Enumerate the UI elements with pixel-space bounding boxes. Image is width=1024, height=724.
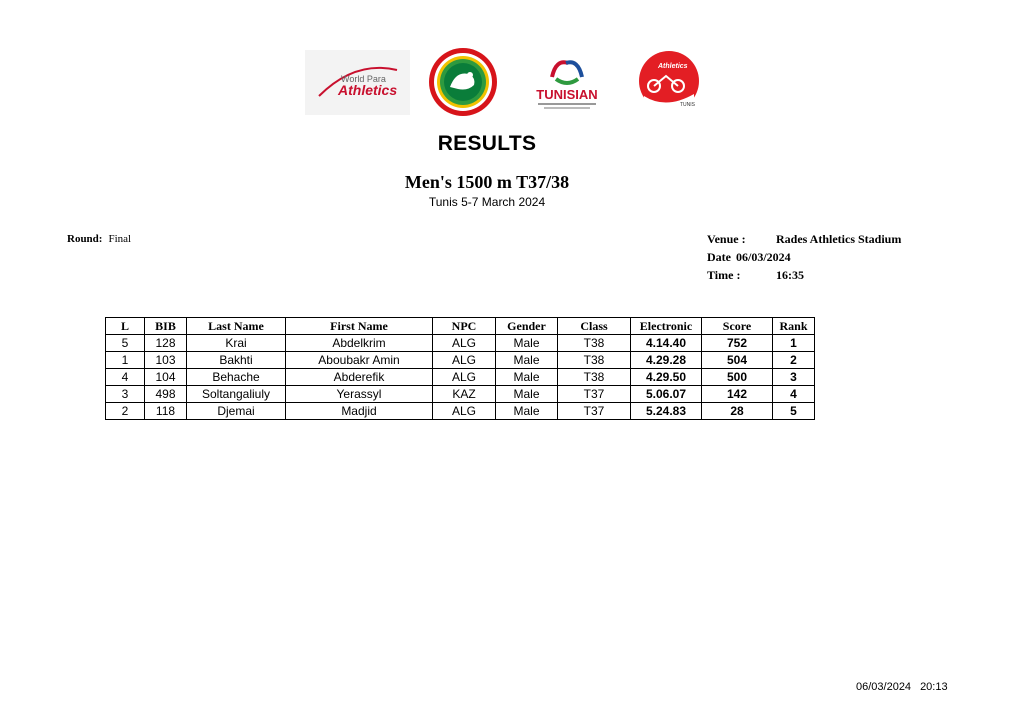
grand-prix-text: Athletics (658, 63, 688, 70)
col-header-score: Score (702, 318, 773, 335)
table-row (106, 386, 815, 403)
cell-rank: 3 (773, 369, 815, 386)
venue-label: Venue : (707, 232, 746, 246)
cell-class: T37 (558, 403, 631, 420)
venue-value: Rades Athletics Stadium (776, 232, 902, 246)
federation-seal-logo (428, 47, 498, 117)
cell-score: 142 (702, 386, 773, 403)
round-info (67, 233, 131, 245)
date-row (707, 250, 791, 268)
cell-lane: 1 (106, 352, 145, 369)
table-row (106, 403, 815, 420)
cell-class: T38 (558, 352, 631, 369)
tunisian-text: TUNISIAN (536, 87, 598, 102)
meta-block (707, 232, 902, 286)
cell-class: T38 (558, 335, 631, 352)
cell-gender: Male (496, 335, 558, 352)
cell-class: T37 (558, 386, 631, 403)
cell-score: 500 (702, 369, 773, 386)
grand-prix-athletics-logo (636, 50, 704, 112)
event-name: Men's 1500 m T37/38 (404, 172, 570, 192)
col-header-npc: NPC (433, 318, 496, 335)
cell-npc: ALG (433, 369, 496, 386)
cell-last-name: Soltangaliuly (187, 386, 286, 403)
round-label: Round: (67, 233, 103, 245)
cell-last-name: Krai (187, 335, 286, 352)
results-table (105, 317, 815, 420)
time-row (707, 268, 804, 286)
cell-rank: 5 (773, 403, 815, 420)
round-value: Final (108, 233, 132, 245)
cell-electronic: 5.24.83 (631, 403, 702, 420)
cell-bib: 128 (145, 335, 187, 352)
date-value: 06/03/2024 (736, 250, 791, 264)
event-subtitle: Tunis 5-7 March 2024 (428, 195, 546, 209)
col-header-bib: BIB (145, 318, 187, 335)
wpa-line2: Athletics (338, 82, 398, 98)
time-value: 16:35 (776, 268, 804, 282)
cell-rank: 4 (773, 386, 815, 403)
cell-last-name: Djemai (187, 403, 286, 420)
cell-last-name: Bakhti (187, 352, 286, 369)
cell-bib: 103 (145, 352, 187, 369)
cell-gender: Male (496, 352, 558, 369)
col-header-rank: Rank (773, 318, 815, 335)
cell-class: T38 (558, 369, 631, 386)
cell-npc: ALG (433, 403, 496, 420)
footer-date: 06/03/2024 (856, 681, 912, 693)
cell-lane: 3 (106, 386, 145, 403)
date-label: Date (707, 250, 731, 264)
cell-electronic: 4.29.28 (631, 352, 702, 369)
table-row (106, 352, 815, 369)
grand-prix-city: TUNIS (680, 102, 695, 108)
cell-electronic: 5.06.07 (631, 386, 702, 403)
col-header-first-name: First Name (286, 318, 433, 335)
cell-npc: ALG (433, 352, 496, 369)
cell-lane: 4 (106, 369, 145, 386)
cell-gender: Male (496, 403, 558, 420)
page-title: RESULTS (437, 132, 537, 155)
cell-bib: 498 (145, 386, 187, 403)
world-para-athletics-logo (305, 50, 410, 115)
cell-npc: ALG (433, 335, 496, 352)
cell-bib: 118 (145, 403, 187, 420)
cell-last-name: Behache (187, 369, 286, 386)
cell-first-name: Yerassyl (286, 386, 433, 403)
venue-row (707, 232, 902, 250)
tunisian-paralympic-committee-logo (530, 49, 604, 115)
table-row (106, 335, 815, 352)
print-timestamp (856, 681, 948, 693)
footer-time: 20:13 (920, 681, 948, 693)
time-label: Time : (707, 268, 741, 282)
cell-rank: 1 (773, 335, 815, 352)
cell-lane: 2 (106, 403, 145, 420)
cell-first-name: Madjid (286, 403, 433, 420)
cell-first-name: Aboubakr Amin (286, 352, 433, 369)
col-header-lane: L (106, 318, 145, 335)
cell-first-name: Abdelkrim (286, 335, 433, 352)
col-header-gender: Gender (496, 318, 558, 335)
wpa-line1: World Para (341, 74, 386, 84)
cell-score: 752 (702, 335, 773, 352)
cell-lane: 5 (106, 335, 145, 352)
cell-electronic: 4.14.40 (631, 335, 702, 352)
col-header-electronic: Electronic (631, 318, 702, 335)
cell-bib: 104 (145, 369, 187, 386)
cell-score: 28 (702, 403, 773, 420)
cell-score: 504 (702, 352, 773, 369)
cell-electronic: 4.29.50 (631, 369, 702, 386)
col-header-class: Class (558, 318, 631, 335)
col-header-last-name: Last Name (187, 318, 286, 335)
cell-gender: Male (496, 386, 558, 403)
table-row (106, 369, 815, 386)
cell-rank: 2 (773, 352, 815, 369)
cell-first-name: Abderefik (286, 369, 433, 386)
cell-npc: KAZ (433, 386, 496, 403)
table-header-row (106, 318, 815, 335)
cell-gender: Male (496, 369, 558, 386)
